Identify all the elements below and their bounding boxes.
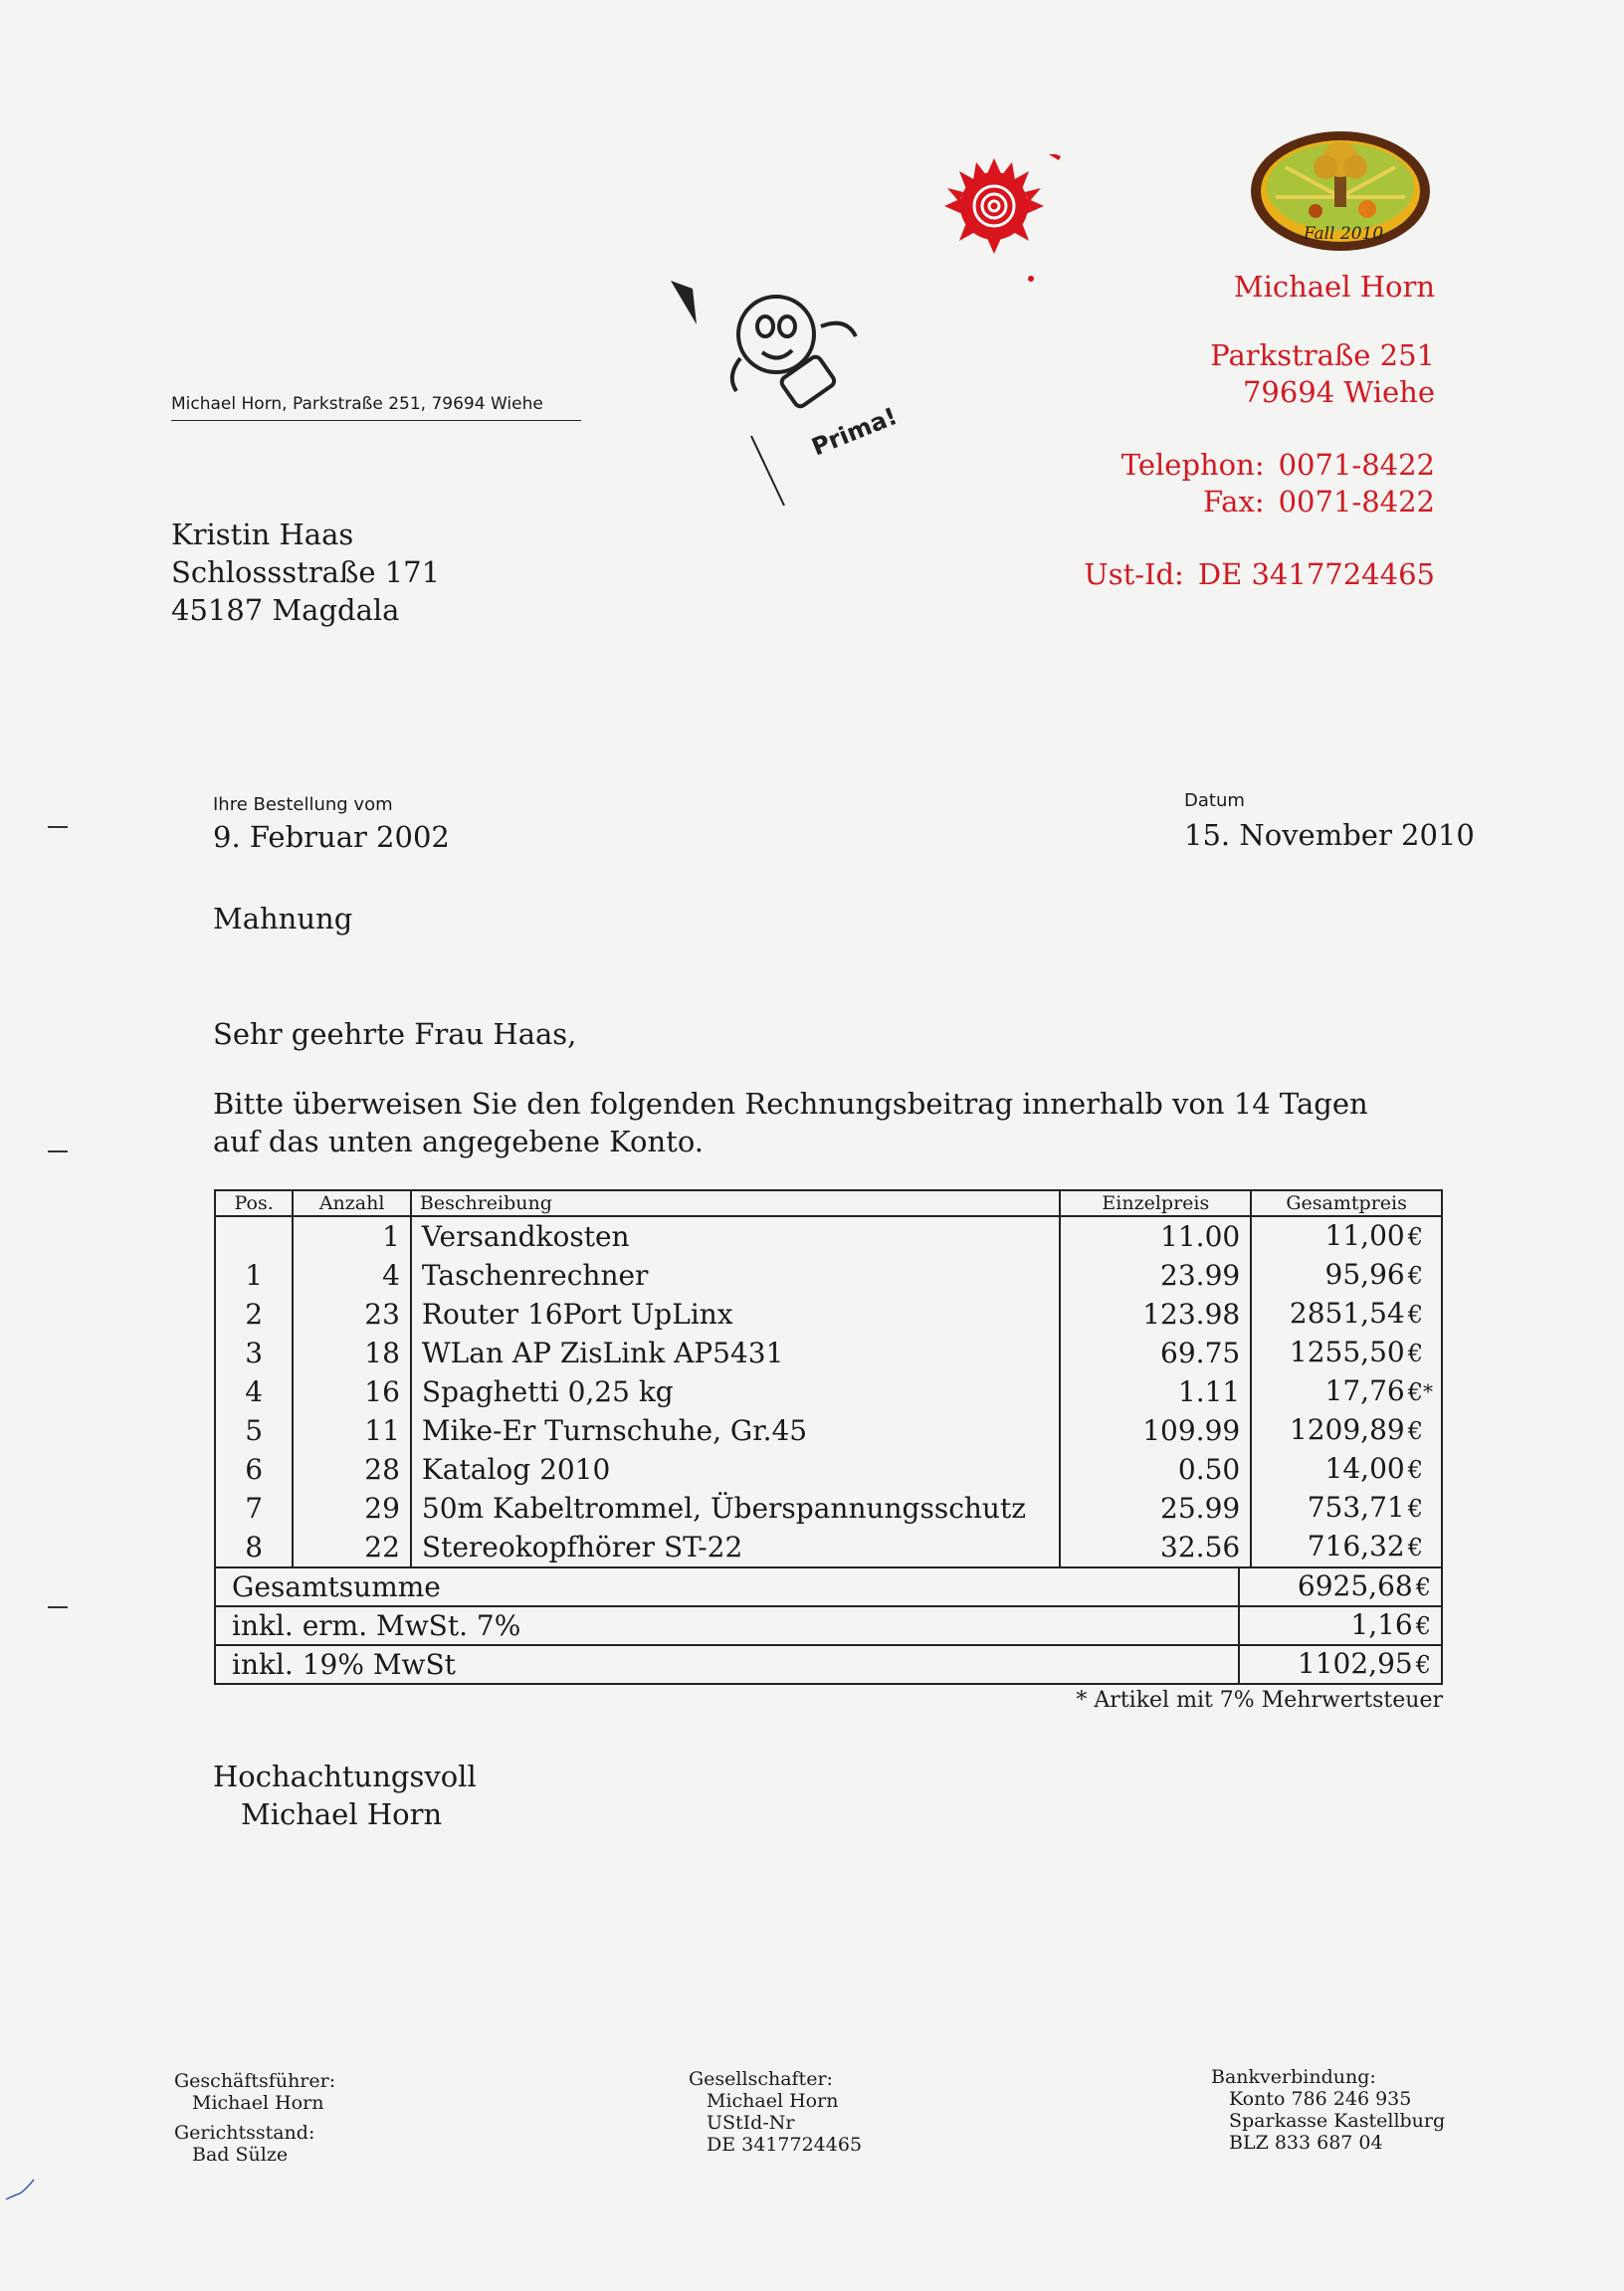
table-row <box>215 1411 1442 1450</box>
column-header: Beschreibung <box>411 1190 1061 1216</box>
total-price-cell <box>1251 1411 1442 1450</box>
table-row <box>215 1295 1442 1334</box>
closing-greeting: Hochachtungsvoll <box>213 1760 477 1793</box>
total-price-cell <box>1251 1450 1442 1489</box>
letter-subject: Mahnung <box>213 902 353 936</box>
letter-date-value: 15. November 2010 <box>1184 818 1475 852</box>
signatory-name: Michael Horn <box>241 1797 443 1831</box>
table-row <box>215 1334 1442 1372</box>
company-name: Michael Horn <box>1233 270 1435 304</box>
svg-text:Fall 2010: Fall 2010 <box>1303 224 1384 244</box>
total-amount: 17,76 <box>1324 1374 1405 1407</box>
description-cell: Taschenrechner <box>411 1256 1061 1295</box>
order-date-label: Ihre Bestellung vom <box>213 794 393 815</box>
invoice-items-table <box>214 1189 1443 1568</box>
total-amount: 11,00 <box>1324 1219 1405 1252</box>
total-amount: 1209,89 <box>1289 1413 1405 1446</box>
total-label: Gesamtsumme <box>215 1567 1239 1606</box>
vat-footnote: * Artikel mit 7% Mehrwertsteuer <box>1076 1688 1443 1713</box>
fax-value: 0071-8422 <box>1278 485 1435 519</box>
footer-text: Konto 786 246 935 <box>1229 2088 1412 2110</box>
total-amount: 95,96 <box>1324 1258 1405 1291</box>
vat-value: DE 3417724465 <box>1197 557 1435 591</box>
quantity-cell: 23 <box>293 1295 411 1334</box>
euro-icon: € <box>1415 1573 1431 1601</box>
vat-marker: * <box>1423 1379 1433 1403</box>
euro-icon: € <box>1407 1495 1423 1523</box>
total-amount: 753,71 <box>1307 1491 1405 1524</box>
column-header: Anzahl <box>293 1190 411 1216</box>
table-row <box>215 1216 1442 1256</box>
table-row <box>215 1450 1442 1489</box>
unit-price-cell: 109.99 <box>1060 1411 1251 1450</box>
total-price-cell <box>1251 1334 1442 1372</box>
position-cell: 2 <box>215 1295 293 1334</box>
company-city: 79694 Wiehe <box>1242 375 1435 409</box>
euro-icon: € <box>1407 1340 1423 1367</box>
description-cell: Mike-Er Turnschuhe, Gr.45 <box>411 1411 1061 1450</box>
quantity-cell: 11 <box>293 1411 411 1450</box>
quantity-cell: 18 <box>293 1334 411 1372</box>
euro-icon: € <box>1415 1612 1431 1640</box>
total-amount: 1,16 <box>1350 1608 1413 1641</box>
description-cell: Versandkosten <box>411 1216 1061 1256</box>
total-price-cell <box>1251 1528 1442 1567</box>
footer-heading: Gerichtsstand: <box>174 2122 315 2144</box>
total-label: inkl. erm. MwSt. 7% <box>215 1606 1239 1645</box>
fold-mark <box>48 1606 68 1608</box>
company-info <box>1084 269 1435 593</box>
recipient-city: 45187 Magdala <box>171 593 400 627</box>
unit-price-cell: 23.99 <box>1060 1256 1251 1295</box>
totals-row <box>215 1645 1442 1684</box>
footer-text: Michael Horn <box>707 2090 839 2112</box>
intro-text: Bitte überweisen Sie den folgenden Rechnungsbeitrag innerhalb von 14 Tagen auf das unten angegebene Konto. <box>213 1087 1368 1158</box>
position-cell: 4 <box>215 1372 293 1411</box>
footer-heading: Bankverbindung: <box>1211 2066 1376 2088</box>
table-header-row <box>215 1190 1442 1216</box>
salutation: Sehr geehrte Frau Haas, <box>213 1017 577 1051</box>
footer-management <box>174 2070 335 2166</box>
total-value <box>1239 1567 1442 1606</box>
unit-price-cell: 123.98 <box>1060 1295 1251 1334</box>
description-cell: Spaghetti 0,25 kg <box>411 1372 1061 1411</box>
footer-text: Michael Horn <box>192 2092 324 2114</box>
total-amount: 14,00 <box>1324 1452 1405 1485</box>
unit-price-cell: 1.11 <box>1060 1372 1251 1411</box>
euro-icon: € <box>1407 1378 1423 1406</box>
total-amount: 1255,50 <box>1289 1336 1405 1368</box>
total-price-cell <box>1251 1295 1442 1334</box>
position-cell: 5 <box>215 1411 293 1450</box>
column-header: Pos. <box>215 1190 293 1216</box>
footer-text: Sparkasse Kastellburg <box>1229 2110 1446 2132</box>
company-street: Parkstraße 251 <box>1210 338 1435 372</box>
fax-label: Fax: <box>1203 485 1265 519</box>
order-date-value: 9. Februar 2002 <box>213 820 450 854</box>
letter-date-label: Datum <box>1184 790 1245 811</box>
recipient-street: Schlossstraße 171 <box>171 555 441 589</box>
footer-bank <box>1211 2066 1445 2154</box>
total-amount: 6925,68 <box>1297 1569 1413 1602</box>
total-amount: 2851,54 <box>1289 1297 1405 1330</box>
total-value <box>1239 1606 1442 1645</box>
total-price-cell <box>1251 1372 1442 1411</box>
total-price-cell <box>1251 1216 1442 1256</box>
totals-row <box>215 1567 1442 1606</box>
sender-return-address: Michael Horn, Parkstraße 251, 79694 Wiehe <box>171 394 581 421</box>
quantity-cell: 4 <box>293 1256 411 1295</box>
description-cell: Katalog 2010 <box>411 1450 1061 1489</box>
quantity-cell: 16 <box>293 1372 411 1411</box>
vat-label: Ust-Id: <box>1084 557 1184 591</box>
euro-icon: € <box>1407 1456 1423 1484</box>
company-phone <box>1084 447 1435 484</box>
company-vat <box>1084 556 1435 593</box>
position-cell: 8 <box>215 1528 293 1567</box>
total-amount: 716,32 <box>1307 1530 1405 1562</box>
sun-stamp-icon <box>939 154 1089 304</box>
description-cell: WLan AP ZisLink AP5431 <box>411 1334 1061 1372</box>
description-cell: 50m Kabeltrommel, Überspannungsschutz <box>411 1489 1061 1528</box>
footer-heading: Gesellschafter: <box>689 2068 833 2090</box>
unit-price-cell: 0.50 <box>1060 1450 1251 1489</box>
euro-icon: € <box>1407 1301 1423 1329</box>
recipient-name: Kristin Haas <box>171 518 354 551</box>
table-row <box>215 1528 1442 1567</box>
euro-icon: € <box>1415 1651 1431 1679</box>
description-cell: Stereokopfhörer ST-22 <box>411 1528 1061 1567</box>
footer-text: DE 3417724465 <box>707 2134 863 2156</box>
footer-text: UStId-Nr <box>707 2112 795 2134</box>
quantity-cell: 28 <box>293 1450 411 1489</box>
quantity-cell: 22 <box>293 1528 411 1567</box>
table-row <box>215 1256 1442 1295</box>
totals-table <box>214 1566 1443 1685</box>
quantity-cell: 1 <box>293 1216 411 1256</box>
unit-price-cell: 32.56 <box>1060 1528 1251 1567</box>
recipient-address <box>171 516 440 629</box>
euro-icon: € <box>1407 1223 1423 1251</box>
closing <box>213 1758 477 1833</box>
footer-text: BLZ 833 687 04 <box>1229 2132 1383 2154</box>
description-cell: Router 16Port UpLinx <box>411 1295 1061 1334</box>
total-amount: 1102,95 <box>1297 1647 1413 1680</box>
euro-icon: € <box>1407 1534 1423 1562</box>
position-cell: 7 <box>215 1489 293 1528</box>
position-cell: 1 <box>215 1256 293 1295</box>
fold-mark <box>48 1150 68 1152</box>
company-fax <box>1084 484 1435 521</box>
phone-label: Telephon: <box>1120 448 1265 482</box>
total-price-cell <box>1251 1256 1442 1295</box>
total-value <box>1239 1645 1442 1684</box>
column-header: Gesamtpreis <box>1251 1190 1442 1216</box>
unit-price-cell: 25.99 <box>1060 1489 1251 1528</box>
tree-logo-icon <box>1246 127 1435 257</box>
svg-text:Prima!: Prima! <box>807 401 902 462</box>
total-label: inkl. 19% MwSt <box>215 1645 1239 1684</box>
unit-price-cell: 69.75 <box>1060 1334 1251 1372</box>
quantity-cell: 29 <box>293 1489 411 1528</box>
euro-icon: € <box>1407 1262 1423 1290</box>
table-row <box>215 1489 1442 1528</box>
lightbulb-stamp-icon <box>667 267 925 516</box>
fold-mark <box>48 826 68 828</box>
footer-heading: Geschäftsführer: <box>174 2070 336 2092</box>
position-cell <box>215 1216 293 1256</box>
position-cell: 3 <box>215 1334 293 1372</box>
unit-price-cell: 11.00 <box>1060 1216 1251 1256</box>
footer-partners <box>689 2068 862 2156</box>
table-row <box>215 1372 1442 1411</box>
total-price-cell <box>1251 1489 1442 1528</box>
footer-text: Bad Sülze <box>192 2144 289 2166</box>
totals-row <box>215 1606 1442 1645</box>
phone-value: 0071-8422 <box>1278 448 1435 482</box>
column-header: Einzelpreis <box>1060 1190 1251 1216</box>
euro-icon: € <box>1407 1417 1423 1445</box>
ink-scribble <box>4 2176 44 2205</box>
position-cell: 6 <box>215 1450 293 1489</box>
